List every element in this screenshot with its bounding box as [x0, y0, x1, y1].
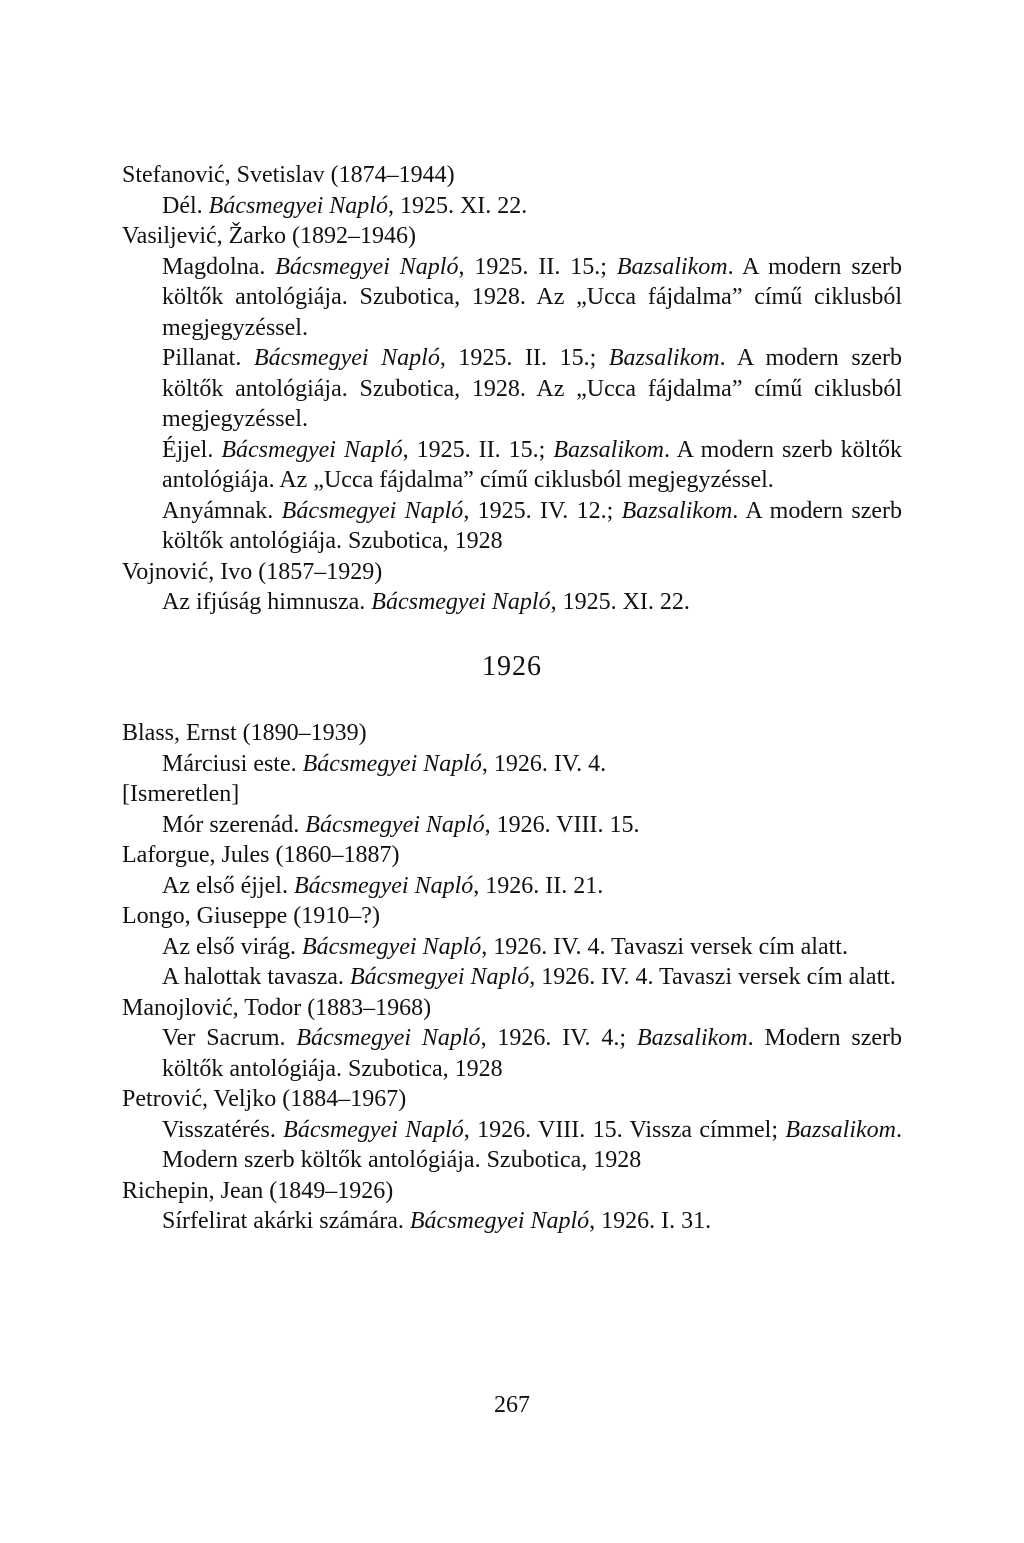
- work-title: Anyámnak.: [162, 497, 282, 524]
- work-entry: [162, 1206, 902, 1237]
- work-title: Mór szerenád.: [162, 811, 306, 838]
- publication-details: , 1925. XI. 22.: [387, 192, 528, 219]
- publication-details: , 1926. IV. 4. Tavaszi versek cím alatt.: [481, 933, 848, 960]
- publication-details: , 1926. IV. 4. Tavaszi versek cím alatt.: [529, 964, 896, 990]
- publication-details: . Modern szerb költők antológiája. Szubotica, 1928: [162, 1025, 903, 1082]
- source-title: Bácsmegyei Napló: [275, 253, 459, 280]
- publication-details: , 1925. II. 15.;: [402, 436, 554, 463]
- work-entry: [162, 1115, 902, 1176]
- author-heading: Blass, Ernst (1890–1939): [122, 720, 367, 746]
- publication-details: , 1926. VIII. 15. Vissza címmel;: [463, 1116, 786, 1143]
- source-title: Bazsalikom: [616, 253, 728, 280]
- source-title: Bácsmegyei Napló: [409, 1208, 590, 1234]
- bibliography-page: [122, 160, 902, 1237]
- work-entry: [162, 810, 902, 841]
- publication-details: . A modern szerb költők antológiája. Szubotica, 1928: [162, 497, 902, 554]
- work-entry: [162, 749, 902, 780]
- publication-details: . A modern szerb költők antológiája. Szubotica, 1928. Az „Ucca fájdalma” című ciklusból megjegyzéssel.: [162, 345, 902, 432]
- source-title: Bácsmegyei Napló: [293, 872, 474, 899]
- work-title: A halottak tavasza.: [162, 964, 350, 990]
- author-heading: Vojnović, Ivo (1857–1929): [122, 558, 383, 585]
- source-title: Bácsmegyei Napló: [221, 436, 403, 463]
- author-heading: Stefanović, Svetislav (1874–1944): [122, 162, 455, 188]
- work-title: Az első éjjel.: [162, 872, 294, 899]
- author-heading: Manojlović, Todor (1883–1968): [122, 994, 432, 1021]
- publication-details: , 1925. XI. 22.: [550, 589, 690, 615]
- year-heading: 1926: [482, 650, 542, 682]
- publication-details: , 1926. IV. 4.: [481, 750, 607, 777]
- work-title: Visszatérés.: [162, 1116, 284, 1143]
- publication-details: . A modern szerb költők antológiája. Szubotica, 1928. Az „Ucca fájdalma” című ciklusból megjegyzéssel.: [162, 253, 903, 341]
- source-title: Bácsmegyei Napló: [208, 192, 388, 219]
- publication-details: , 1926. II. 21.: [473, 872, 604, 899]
- work-title: Márciusi este.: [162, 750, 303, 777]
- work-title: Magdolna.: [162, 253, 276, 280]
- work-entry: [162, 435, 902, 496]
- page-number: 267: [494, 1392, 530, 1418]
- work-entry: [162, 343, 902, 435]
- source-title: Bácsmegyei Napló: [301, 933, 482, 960]
- publication-details: , 1926. IV. 4.;: [480, 1025, 637, 1051]
- work-entry: [162, 962, 902, 993]
- work-entry: [162, 932, 902, 963]
- work-entry: [162, 871, 902, 902]
- author-heading: Laforgue, Jules (1860–1887): [122, 842, 400, 868]
- source-title: Bácsmegyei Napló: [349, 964, 530, 990]
- work-title: Az ifjúság himnusza.: [162, 589, 372, 615]
- work-title: Éjjel.: [162, 436, 222, 463]
- source-title: Bácsmegyei Napló: [296, 1025, 481, 1051]
- source-title: Bácsmegyei Napló: [305, 811, 485, 838]
- work-title: Sírfelirat akárki számára.: [162, 1208, 410, 1234]
- source-title: Bácsmegyei Napló: [302, 750, 482, 777]
- author-heading: Richepin, Jean (1849–1926): [122, 1177, 394, 1204]
- publication-details: , 1925. II. 15.;: [458, 253, 617, 280]
- source-title: Bazsalikom: [636, 1025, 748, 1051]
- work-entry: [162, 496, 902, 557]
- work-title: Pillanat.: [162, 345, 254, 371]
- source-title: Bácsmegyei Napló: [281, 497, 464, 524]
- source-title: Bácsmegyei Napló: [253, 345, 440, 371]
- source-title: Bácsmegyei Napló: [283, 1116, 464, 1143]
- publication-details: . A modern szerb költők antológiája. Az „Ucca fájdalma” című ciklusból megjegyzéssel.: [162, 436, 902, 493]
- author-heading: Vasiljević, Žarko (1892–1946): [122, 223, 416, 249]
- source-title: Bazsalikom: [621, 497, 733, 524]
- work-entry: [162, 191, 902, 222]
- publication-details: , 1925. II. 15.;: [439, 345, 609, 371]
- source-title: Bazsalikom: [608, 345, 720, 371]
- publication-details: , 1925. IV. 12.;: [463, 497, 622, 524]
- work-entry: [162, 587, 902, 618]
- publication-details: , 1926. VIII. 15.: [484, 811, 640, 838]
- source-title: Bazsalikom: [553, 436, 664, 463]
- author-heading: Petrović, Veljko (1884–1967): [122, 1086, 407, 1112]
- work-title: Ver Sacrum.: [162, 1025, 297, 1051]
- author-heading: Longo, Giuseppe (1910–?): [122, 903, 380, 929]
- publication-details: . Modern szerb költők antológiája. Szubotica, 1928: [162, 1116, 902, 1173]
- source-title: Bácsmegyei Napló: [371, 589, 551, 615]
- work-title: Az első virág.: [162, 933, 302, 960]
- source-title: Bazsalikom: [785, 1116, 896, 1143]
- bibliography-content: [122, 160, 902, 1237]
- publication-details: , 1926. I. 31.: [589, 1208, 712, 1234]
- author-heading: [Ismeretlen]: [122, 781, 240, 807]
- work-entry: [162, 252, 902, 344]
- work-entry: [162, 1023, 902, 1084]
- work-title: Dél.: [162, 192, 209, 219]
